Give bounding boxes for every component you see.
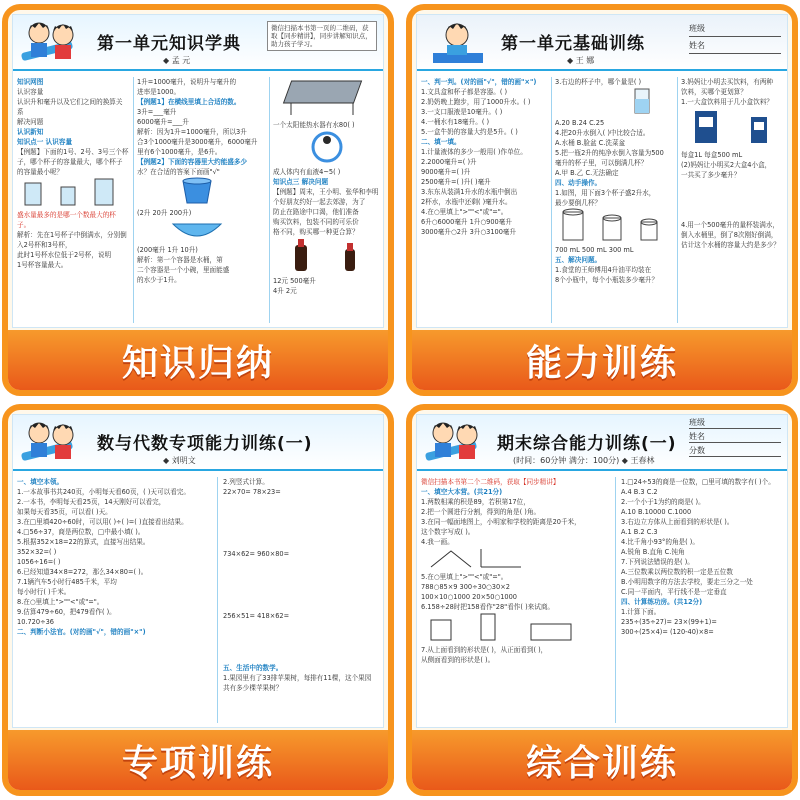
text-line: 如果每天看35页，可以看( )天。 [17,508,112,516]
text-line: 6升○6000毫升 1升○900毫升 [421,218,512,226]
mascot-illustration [19,417,89,469]
water-heater-illustration [273,77,381,117]
text-line: 3.东东从装满1升水的水瓶中倒出 [421,188,518,196]
text-line: (2)妈妈让小明买2大盒4小盒， [681,161,772,169]
student-info-box [689,23,781,57]
sheet-author: ◆ 孟 元 [163,56,191,65]
text-line: 防止在路途中口渴，他们准备 [273,208,359,216]
text-line: 7.1辆汽车5小时行485千米，平均 [17,578,117,586]
text-line: 解析：先在1号杯子中倒满水，分别倒入2号杯和3号杯， [17,231,127,249]
text-line: 微信扫描本书第二个二维码，获取【同步精讲】 [421,478,560,486]
text-line: 22×70= 78×23= [223,488,281,496]
text-line: 3.妈妈让小明去买饮料，有两种 [681,78,774,86]
text-line: 五、解决问题。 [555,256,602,264]
category-banner [412,330,792,390]
text-line: 4.比千角小93°的角是( )。 [621,538,699,546]
content-column-middle [137,77,265,325]
banner-label: 专项训练 [121,742,274,784]
sheet-author: (时间：60分钟 满分：100分) ◆ 王春林 [513,456,655,465]
text-line: 解析：第一个容器是水桶，第 [137,256,223,264]
text-line: 1.□24÷53的商是一位数，□里可填的数字有( )个。 [621,478,775,486]
text-line: 里有6个1000毫升，是6升。 [137,148,222,156]
name-label: 姓名 [689,41,705,50]
text-line: 2.奶奶晚上跑步，用了1000升水。( ) [421,98,531,106]
sheet-title: 第一单元知识学典 [97,34,241,54]
solids-illustration [421,612,607,642]
content-column-left [421,77,547,325]
text-line: 4.一桶水有18毫升。( ) [421,118,490,126]
content-column-right [621,477,788,725]
banner-label: 知识归纳 [121,342,274,384]
sheet-header [417,415,787,471]
sheet-author: ◆ 王 娜 [567,56,595,65]
text-line: 5.在○里填上">""<"或"="。 [421,573,508,581]
text-line: 成人体内有血液4~5( ) [273,168,341,176]
text-line: 9.估算479÷60，把479看作( )。 [17,608,116,616]
text-line: 解析：因为1升=1000毫升，所以3升 [137,128,247,136]
text-line: 1.计量液体的多少一般用( )作单位。 [421,148,527,156]
text-line: 2.把一个圆进行分割，得到的角是( )角。 [421,508,541,516]
text-line: 4.□56÷37，商是两位数，□中最小填( )。 [17,528,145,536]
text-line: 估计这个水桶的容量大约是多少？ [681,241,780,249]
text-line: 3.一支口服液是10毫升。( ) [421,108,503,116]
text-line: 5.把一瓶2升的纯净水倒入容量为500 [555,149,664,157]
card-comprehensive-training [406,404,798,796]
text-line: 3.在同一幅面地图上，小明家和学校的距离是20千米， [421,518,581,526]
text-line: 9000毫升=( )升 [421,168,471,176]
text-line: 每盒1L 每盒500 mL [681,151,743,159]
text-line: 6.已经知道34×8=272，那么34×80=( )。 [17,568,148,576]
text-line: A.1 B.2 C.3 [621,528,658,536]
card-ability-training [406,4,798,396]
text-line: 6.158÷28时把158看作"28"看作( )来试商。 [421,603,555,611]
text-line: 2杯水，水瓶中还剩( )毫升水。 [421,198,512,206]
text-line: 4.把20升水倒入( )中比较合适。 [555,129,650,137]
text-line: 3.右边的杯子中，哪个量是( ) [555,78,642,86]
text-line: A.甲 B.乙 C.无法确定 [555,169,619,177]
text-line: 1.一大盒饮料用于几小盒饮料？ [681,98,774,106]
text-line: 从侧面看到的形状是( )。 [421,656,495,664]
text-line: 二、判断小法官。(对的画"√"，错的画"×") [17,628,146,636]
sheet-header [417,15,787,71]
text-line: (200毫升 1升 10升) [137,246,198,254]
person-illustration [273,130,381,164]
text-line: 3.在□里填420÷60时，可以用( )÷( )=( )直接看出结果。 [17,518,188,526]
name-field[interactable] [689,40,781,54]
text-line: 知识网图 [17,78,44,86]
column-divider [133,77,134,323]
text-line: C.同一平面内，平行线不是一定垂直 [621,588,727,596]
text-line: 4.我一画。 [421,538,454,546]
text-line: 一、填空大本营。(共21分) [421,488,503,496]
sheet-title: 第一单元基础训练 [501,34,645,54]
worksheet-preview [416,414,788,728]
worksheet-preview [12,414,384,728]
name-label: 姓名 [689,432,705,441]
worksheet-preview [416,14,788,328]
text-line: 5.根据352×18=22的算式，直接写出结果。 [17,538,150,546]
text-line: A.20 B.24 C.25 [555,119,605,127]
category-banner [8,330,388,390]
text-line: 352×32=( ) [17,548,57,556]
text-line: 认识容量 [17,88,44,96]
text-line: 解决问题 [17,118,44,126]
text-line: 一个太阳能热水器有水80( ) [273,121,355,129]
text-line: 1.如图，用下面3个杯子盛2升水， [555,189,656,197]
text-line: 饮料，买哪个更划算？ [681,88,747,96]
column-divider [217,477,218,723]
text-line: 6000毫升=___升 [137,118,189,126]
text-line: 认识升和毫升以及它们之间的换算关系 [17,98,123,116]
text-line: 最少要倒几杯？ [555,199,602,207]
text-line: 235÷(35÷27)= 23×(99+1)= [621,618,717,626]
text-line: A.三位数乘以两位数的积一定是五位数 [621,568,733,576]
text-line: 此时1号杯水位低于2号杯，说明 [17,251,112,259]
column-divider [615,477,616,723]
text-line: 水？在合适的答案下面画"√" [137,168,220,176]
text-line: 知识点三 解决问题 [273,178,329,186]
text-line: 二个容器是一个小碗，里面能盛 [137,266,230,274]
card-special-training [2,404,394,796]
text-line: 1号杯容量最大。 [17,261,68,269]
text-line: 进率是1000。 [137,88,181,96]
text-line: 【例题】周末，王小明、张华和李明 [273,188,379,196]
card-knowledge-summary [2,4,394,396]
text-line: 这个数字写成( )。 [421,528,475,536]
text-line: A.水桶 B.脸盆 C.洗菜盆 [555,139,626,147]
class-label: 班级 [689,24,705,33]
text-line: 1.一本故事书共240页，小明每天看60页，( )天可以看完。 [17,488,190,496]
sheet-title: 期末综合能力训练(一) [497,434,677,454]
text-line: 3.右边立方体从上面看到的形状是( )。 [621,518,734,526]
drink-cartons-illustration [681,107,788,147]
text-line: 1056÷16=( ) [17,558,61,566]
text-line: 4.在○里填上">""<"或"="。 [421,208,508,216]
text-line: 3000毫升○2升 3升○3100毫升 [421,228,517,236]
text-line: 1.果园里有了33排苹果树，每排有11棵，这个果园 [223,674,372,682]
text-line: 四、计算练功房。(共12分) [621,598,703,606]
content-column-left [421,477,611,725]
text-line: 每小时行( )千米。 [17,588,71,596]
content-column-left [17,477,213,725]
column-divider [551,77,552,323]
text-line: 倒入水桶里，倒了8次刚好倒满， [681,231,778,239]
sheet-title: 数与代数专项能力训练(一) [97,434,313,454]
text-line: 2.列竖式计算。 [223,478,269,486]
text-line: 700 mL 500 mL 300 mL [555,246,634,254]
class-field[interactable] [689,417,781,429]
text-line: 【例题】下面的1号、2号、3号三个杯子，哪个杯子的容量最大，哪个杯子的容量最小呢？ [17,148,129,176]
text-line: 【例题2】下面的容器里大约能盛多少 [137,158,248,166]
sheet-header [13,415,383,471]
text-line: 合3个1000毫升是3000毫升，6000毫升 [137,138,258,146]
text-line: 100×10○1000 20×50○1000 [421,593,517,601]
column-divider [677,77,678,323]
sheet-header [13,15,383,71]
text-line: 7.从上面看到的形状是( )，从正面看到( )， [421,646,548,654]
text-line: 二、填一填。 [421,138,461,146]
text-line: 认识新知 [17,128,44,136]
content-column-right [681,77,788,325]
text-line: 的水少于1升。 [137,276,181,284]
text-line: 10.720÷36 [17,618,54,626]
score-field[interactable] [689,445,781,457]
text-line: 1升=1000毫升，说明升与毫升的 [137,78,237,86]
text-line: 734×62= 960×80= [223,550,290,558]
text-line: 一共买了多少毫升？ [681,171,741,179]
text-line: 1.两数相乘的积是89，若积第17位， [421,498,530,506]
text-line: 12元 500毫升 [273,277,316,285]
text-line: 五、生活中的数学。 [223,664,283,672]
text-line: A.4 B.3 C.2 [621,488,658,496]
text-line: 2.一本书，李明每天看25页，14天刚好可以看完， [17,498,166,506]
text-line: 格不同，购买哪一种更合算？ [273,228,359,236]
text-line: B.小明用数字的方法去学校，要走三分之一处 [621,578,753,586]
text-line: 毫升的杯子里，可以倒满几杯？ [555,159,648,167]
content-column-right [223,477,383,725]
text-line: A.10 B.10000 C.1000 [621,508,692,516]
text-line: 共有多少棵苹果树？ [223,684,283,692]
cylinders-illustration [555,208,669,242]
text-line: 1.计算下面。 [621,608,661,616]
bucket-illustration [137,177,257,205]
banner-label: 综合训练 [525,742,678,784]
text-line: 2500毫升=( )升( )毫升 [421,178,491,186]
text-line: 2.2000毫升=( )升 [421,158,477,166]
mascot-illustration [19,17,89,69]
content-column-left [17,77,129,325]
text-line: 788○85×9 300÷30○30×2 [421,583,510,591]
student-info-box [689,417,781,459]
text-line: 1.食堂的王师傅用4升油平均装在 [555,266,652,274]
text-line: 8个小瓶中，每个小瓶装多少毫升？ [555,276,659,284]
class-field[interactable] [689,23,781,37]
text-line: 8.在○里填上">""<"或"="。 [17,598,104,606]
text-line: 4.用一个500毫升的量杯装满水， [681,221,780,229]
text-line: 四、动手操作。 [555,179,602,187]
text-line: A.锐角 B.直角 C.钝角 [621,548,685,556]
content-column-right [273,77,383,325]
class-label: 班级 [689,418,705,427]
text-line: 个好朋友约好一起去郊游，为了 [273,198,366,206]
qr-note: 微信扫描本书第一页的二维码，获取【同步精讲】，同步讲解知识点，助力孩子学习。 [267,21,377,51]
bowl-illustration [137,218,257,242]
column-divider [269,77,270,323]
text-line: 【例题1】在横线里填上合适的数。 [137,98,241,106]
mascot-illustration [423,17,493,69]
category-banner [412,730,792,790]
text-line: 知识点一 认识容量 [17,138,73,146]
angle-illustration [421,547,607,569]
category-banner [8,730,388,790]
text-line: 一、判一判。(对的画"√"，错的画"×") [421,78,537,86]
text-line: 盛水量最多的是哪一个数最大的杯子。 [17,211,116,229]
measuring-cup-illustration [555,87,669,115]
text-line: 2.一个小于1为约的商是( )。 [621,498,705,506]
name-field[interactable] [689,431,781,443]
content-column-middle [555,77,673,325]
text-line: 256×51= 418×62= [223,612,290,620]
text-line: 一、填空本领。 [17,478,64,486]
cups-illustration [17,177,125,207]
text-line: 购买饮料，包装不同的可乐价 [273,218,359,226]
cola-bottles-illustration [273,237,381,273]
text-line: (2升 20升 200升) [137,209,192,217]
score-label: 分数 [689,446,705,455]
worksheet-preview [12,14,384,328]
text-line: 4升 2元 [273,287,297,295]
text-line: 300÷(25×4)= (120-40)×8= [621,628,714,636]
text-line: 7.下列说法错误的是( )。 [621,558,694,566]
text-line: 3升=___毫升 [137,108,177,116]
mascot-illustration [423,417,493,469]
sheet-author: ◆ 刘明文 [163,456,196,465]
text-line: 5.一盒牛奶的容量大约是5升。( ) [421,128,518,136]
banner-label: 能力训练 [525,342,678,384]
text-line: 1.文具盒和杯子都是容器。( ) [421,88,508,96]
